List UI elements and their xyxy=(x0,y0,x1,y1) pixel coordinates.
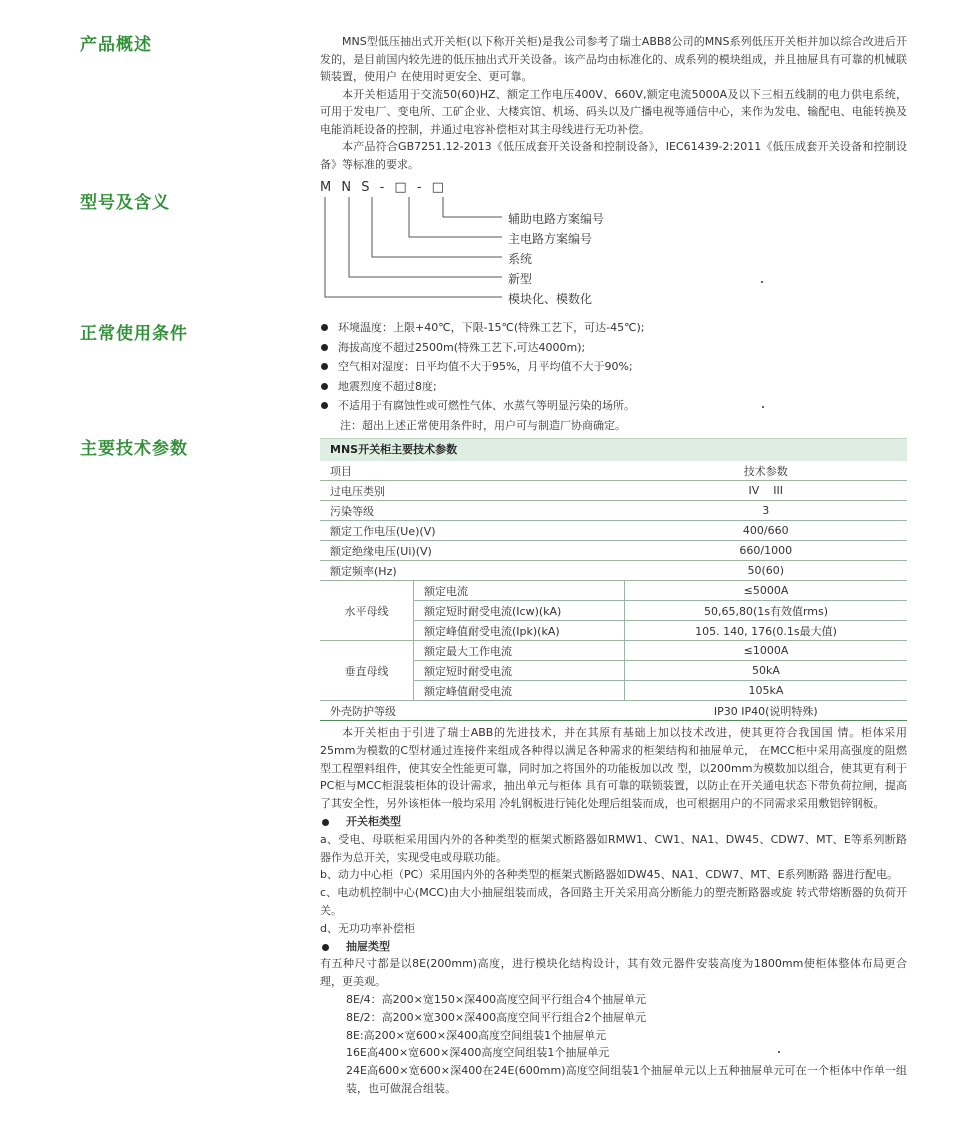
drawer-intro: 有五种尺寸都是以8E(200mm)高度，进行模块化结构设计，其有效元器件安装高度为1800mm使柜体整体布局更合理，更美观。 xyxy=(320,957,907,989)
table-row xyxy=(320,501,907,521)
overview-para-1: MNS型低压抽出式开关柜(以下称开关柜)是我公司参考了瑞士ABB8公司的MNS系列低压开关柜并加以综合改进后开发的，是目前国内较先进的低压抽出式开关设备。该产品均由标准化的、成系列的模块组成，并且抽屉具有可靠的机械联锁装置，使用户 在使用时更安全、更可靠。 xyxy=(320,35,907,83)
table-cell-value: 技术参数 xyxy=(625,461,908,481)
table-cell-item: 额定工作电压(Ue)(V) xyxy=(320,521,625,541)
model-diagram xyxy=(320,180,740,310)
table-cell-value: 105kA xyxy=(625,681,908,701)
table-cell-value: 50kA xyxy=(625,661,908,681)
table-cell-value: 400/660 xyxy=(625,521,908,541)
overview-text xyxy=(320,33,907,173)
body-text xyxy=(320,724,907,1098)
table-cell-value: 3 xyxy=(625,501,908,521)
speck xyxy=(762,406,764,408)
table-row xyxy=(320,561,907,581)
table-cell-value: ≤1000A xyxy=(625,641,908,661)
switchgear-type-b: b、动力中心柜（PC）采用国内外的各种类型的框架式断路器如DW45、NA1、CDW7、MT、E系列断路 器进行配电。 xyxy=(320,868,899,882)
drawer-item: 8E:高200×宽600×深400高度空间组装1个抽屉单元 xyxy=(346,1028,607,1042)
params-table xyxy=(320,438,907,721)
switchgear-type-heading: 开关柜类型 xyxy=(320,813,907,831)
table-row xyxy=(320,461,907,481)
table-cell-value: 660/1000 xyxy=(625,541,908,561)
overview-para-3: 本产品符合GB7251.12-2013《低压成套开关设备和控制设备》，IEC61439-2:2011《低压成套开关设备和控制设备》等标准的要求。 xyxy=(320,140,907,171)
switchgear-type-a: a、受电、母联柜采用国内外的各种类型的框架式断路器如RMW1、CW1、NA1、DW45、CDW7、MT、E等系列断路器作为总开关，实现受电或母联功能。 xyxy=(320,832,907,864)
table-cell-item: 项目 xyxy=(320,461,625,481)
condition-item: 环境温度：上限+40℃，下限-15℃(特殊工艺下，可达-45℃); xyxy=(320,318,907,338)
table-cell-value: 50(60) xyxy=(625,561,908,581)
params-grid xyxy=(320,461,907,721)
table-cell-value: IP30 IP40(说明特殊) xyxy=(625,701,908,721)
table-cell-value: ≤5000A xyxy=(625,581,908,601)
table-row xyxy=(320,481,907,501)
condition-item: 不适用于有腐蚀性或可燃性气体、水蒸气等明显污染的场所。 xyxy=(320,396,907,416)
drawer-type-heading: 抽屉类型 xyxy=(320,938,907,956)
drawer-item: 8E/4：高200×宽150×深400高度空间平行组合4个抽屉单元 xyxy=(346,992,647,1006)
table-cell-value: 50,65,80(1s有效值rms) xyxy=(625,601,908,621)
table-cell-item: 额定频率(Hz) xyxy=(320,561,625,581)
drawer-item: 24E高600×宽600×深400在24E(600mm)高度空间组装1个抽屉单元以上五种抽屉单元可在一个柜体中作单一组装，也可做混合组装。 xyxy=(346,1064,907,1095)
body-intro: 本开关柜由于引进了瑞士ABB的先进技术，并在其原有基础上加以技术改进，使其更符合我国国 情。柜体采用25mm为模数的C型材通过连接件来组成各种得以满足各种需求的柜架结构和抽屉单元， 在MCC柜中采用高强度的阻燃型工程塑料组件，使其安全性能更可靠，同时加之将国外的功能板加以改 型，以200mm为模数加以组合，使其更有利于PC柜与MCC柜混装柜体的设计需求，抽出单元与柜体 具有可靠的联锁装置，以防止在开关通电状态下带负荷拉闸，提高了其安全性，另外该柜体一般均采用 冷轧钢板进行钝化处理后组装而成，也可根据用户的不同需求采用敷铝锌钢板。 xyxy=(320,726,907,811)
table-cell-item: 额定峰值耐受电流(Ipk)(kA) xyxy=(414,621,625,641)
overview-para-2: 本开关柜适用于交流50(60)HZ、额定工作电压400V、660V,额定电流5000A及以下三相五线制的电力供电系统，可用于发电厂、变电所、工矿企业、大楼宾馆、机场、码头以及广播电视等通信中心，来作为发电、输配电、电能转换及电能消耗设备的控制，并通过电容补偿柜对其主母线进行无功补偿。 xyxy=(320,87,907,136)
table-cell-item: 污染等级 xyxy=(320,501,625,521)
table-title: MNS开关柜主要技术参数 xyxy=(320,438,907,461)
switchgear-type-d: d、无功功率补偿柜 xyxy=(320,921,415,935)
table-row xyxy=(320,521,907,541)
table-cell-item: 额定电流 xyxy=(414,581,625,601)
model-label-system: 系统 xyxy=(508,252,533,266)
table-row xyxy=(320,701,907,721)
section-title-model: 型号及含义 xyxy=(80,193,170,213)
table-row xyxy=(320,641,907,661)
table-cell-item: 额定短时耐受电流 xyxy=(414,661,625,681)
model-label-aux: 辅助电路方案编号 xyxy=(508,212,605,226)
table-cell-item: 额定最大工作电流 xyxy=(414,641,625,661)
table-cell-item: 外壳防护等级 xyxy=(320,701,625,721)
table-cell-item: 额定峰值耐受电流 xyxy=(414,681,625,701)
condition-note: 注：超出上述正常使用条件时，用户可与制造厂协商确定。 xyxy=(340,418,626,432)
model-label-modular: 模块化、模数化 xyxy=(508,292,593,306)
model-label-main: 主电路方案编号 xyxy=(508,232,593,246)
model-code: M N S - □ - □ xyxy=(320,180,447,195)
table-cell-item: 额定绝缘电压(Ui)(V) xyxy=(320,541,625,561)
drawer-item: 16E高400×宽600×深400高度空间组装1个抽屉单元 xyxy=(346,1046,610,1060)
section-title-overview: 产品概述 xyxy=(80,35,152,55)
conditions-list xyxy=(320,318,907,435)
table-group-horizontal: 水平母线 xyxy=(320,581,414,641)
section-title-params: 主要技术参数 xyxy=(80,439,188,459)
table-cell-item: 过电压类别 xyxy=(320,481,625,501)
model-label-new: 新型 xyxy=(508,272,533,286)
drawer-item: 8E/2：高200×宽300×深400高度空间平行组合2个抽屉单元 xyxy=(346,1010,647,1024)
section-title-conditions: 正常使用条件 xyxy=(80,324,188,344)
condition-item: 空气相对湿度：日平均值不大于95%，月平均值不大于90%; xyxy=(320,357,907,377)
table-cell-item: 额定短时耐受电流(Icw)(kA) xyxy=(414,601,625,621)
speck xyxy=(761,281,763,283)
condition-item: 地震烈度不超过8度; xyxy=(320,377,907,397)
table-group-vertical: 垂直母线 xyxy=(320,641,414,701)
table-cell-value: IV III xyxy=(625,481,908,501)
condition-item: 海拔高度不超过2500m(特殊工艺下,可达4000m); xyxy=(320,338,907,358)
speck xyxy=(778,1051,780,1053)
switchgear-type-c: c、电动机控制中心(MCC)由大小抽屉组装而成，各回路主开关采用高分断能力的塑壳断路器或旋 转式带熔断器的负荷开关。 xyxy=(320,886,907,917)
table-cell-value: 105. 140, 176(0.1s最大值) xyxy=(625,621,908,641)
table-row xyxy=(320,541,907,561)
table-row xyxy=(320,581,907,601)
